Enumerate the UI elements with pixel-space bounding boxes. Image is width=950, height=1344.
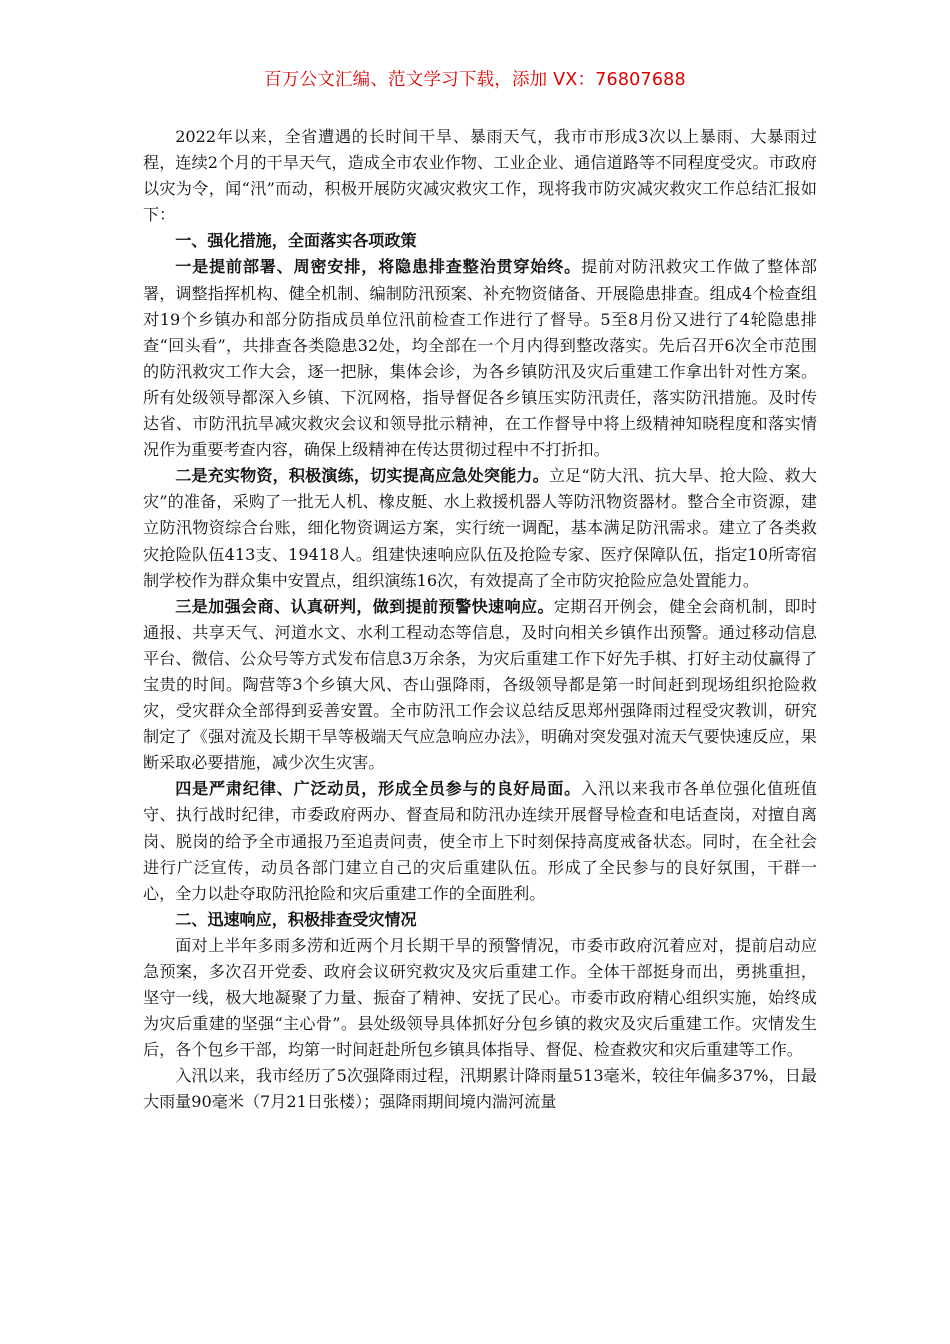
document-body xyxy=(143,124,817,1116)
paragraph-4-body: 入汛以来我市各单位强化值班值守、执行战时纪律，市委政府两办、督查局和防汛办连续开展督导检查和电话查岗，对擅自离岗、脱岗的给予全市通报乃至追责问责，使全市上下时刻保持高度戒备状态。同时，在全社会进行广泛宣传，动员各部门建立自己的灾后重建队伍。形成了全民参与的良好氛围，干群一心，全力以赴夺取防汛抢险和灾后重建工作的全面胜利。 xyxy=(143,779,818,903)
section-heading-2: 二、迅速响应，积极排查受灾情况 xyxy=(175,909,417,929)
paragraph-1-lead: 一是提前部署、周密安排，将隐患排查整治贯穿始终。 xyxy=(175,257,582,277)
paragraph-4-lead: 四是严肃纪律、广泛动员，形成全员参与的良好局面。 xyxy=(175,779,582,799)
section-heading-1: 一、强化措施，全面落实各项政策 xyxy=(175,231,417,251)
paragraph-6: 入汛以来，我市经历了5次强降雨过程，汛期累计降雨量513毫米，较往年偏多37%，日最大雨量90毫米（7月21日张楼）；强降雨期间境内湍河流量 xyxy=(143,1066,817,1112)
paragraph-3 xyxy=(143,594,817,777)
paragraph-2-lead: 二是充实物资，积极演练，切实提高应急处突能力。 xyxy=(175,466,549,486)
paragraph-4 xyxy=(143,776,817,906)
paragraph-2-body: 立足“防大汛、抗大旱、抢大险、救大灾”的准备，采购了一批无人机、橡皮艇、水上救援机器人等防汛物资器材。整合全市资源，建立防汛物资综合台账，细化物资调运方案，实行统一调配，基本满足防汛需求。建立了各类救灾抢险队伍413支、19418人。组建快速响应队伍及抢险专家、医疗保障队伍，指定10所寄宿制学校作为群众集中安置点，组织演练16次，有效提高了全市防灾抢险应急处置能力。 xyxy=(143,466,818,590)
paragraph-5: 面对上半年多雨多涝和近两个月长期干旱的预警情况，市委市政府沉着应对，提前启动应急预案，多次召开党委、政府会议研究救灾及灾后重建工作。全体干部挺身而出，勇挑重担，坚守一线，极大地凝聚了力量、振奋了精神、安抚了民心。市委市政府精心组织实施，始终成为灾后重建的坚强“主心骨”。县处级领导具体抓好分包乡镇的救灾及灾后重建工作。灾情发生后，各个包乡干部，均第一时间赶赴所包乡镇具体指导、督促、检查救灾和灾后重建等工作。 xyxy=(143,935,817,1060)
paragraph-1 xyxy=(143,254,817,463)
watermark-header: 百万公文汇编、范文学习下载，添加 VX：76807688 xyxy=(264,70,686,90)
paragraph-3-body: 定期召开例会，健全会商机制，即时通报、共享天气、河道水文、水利工程动态等信息，及时向相关乡镇作出预警。通过移动信息平台、微信、公众号等方式发布信息3万余条，为灾后重建工作下好先手棋、打好主动仗赢得了宝贵的时间。陶营等3个乡镇大风、杏山强降雨，各级领导都是第一时间赶到现场组织抢险救灾，受灾群众全部得到妥善安置。全市防汛工作会议总结反思郑州强降雨过程受灾教训，研究制定了《强对流及长期干旱等极端天气应急响应办法》，明确对突发强对流天气要快速反应，果断采取必要措施，减少次生灾害。 xyxy=(143,596,818,773)
paragraph-1-body: 提前对防汛救灾工作做了整体部署，调整指挥机构、健全机制、编制防汛预案、补充物资储备、开展隐患排查。组成4个检查组对19个乡镇办和部分防指成员单位汛前检查工作进行了督导。5至8月份又进行了4轮隐患排查“回头看”，共排查各类隐患32处，均全部在一个月内得到整改落实。先后召开6次全市范围的防汛救灾工作大会，逐一把脉，集体会诊，为各乡镇防汛及灾后重建工作拿出针对性方案。所有处级领导都深入乡镇、下沉网格，指导督促各乡镇压实防汛责任，落实防汛措施。及时传达省、市防汛抗旱减灾救灾会议和领导批示精神，在工作督导中将上级精神知晓程度和落实情况作为重要考查内容，确保上级精神在传达贯彻过程中不打折扣。 xyxy=(143,257,818,460)
intro-paragraph: 2022年以来，全省遭遇的长时间干旱、暴雨天气，我市市形成3次以上暴雨、大暴雨过程，连续2个月的干旱天气，造成全市农业作物、工业企业、通信道路等不同程度受灾。市政府以灾为令，闻“汛”而动，积极开展防灾减灾救灾工作，现将我市防灾减灾救灾工作总结汇报如下： xyxy=(143,127,817,225)
paragraph-2 xyxy=(143,463,817,593)
paragraph-3-lead: 三是加强会商、认真研判，做到提前预警快速响应。 xyxy=(175,596,554,616)
